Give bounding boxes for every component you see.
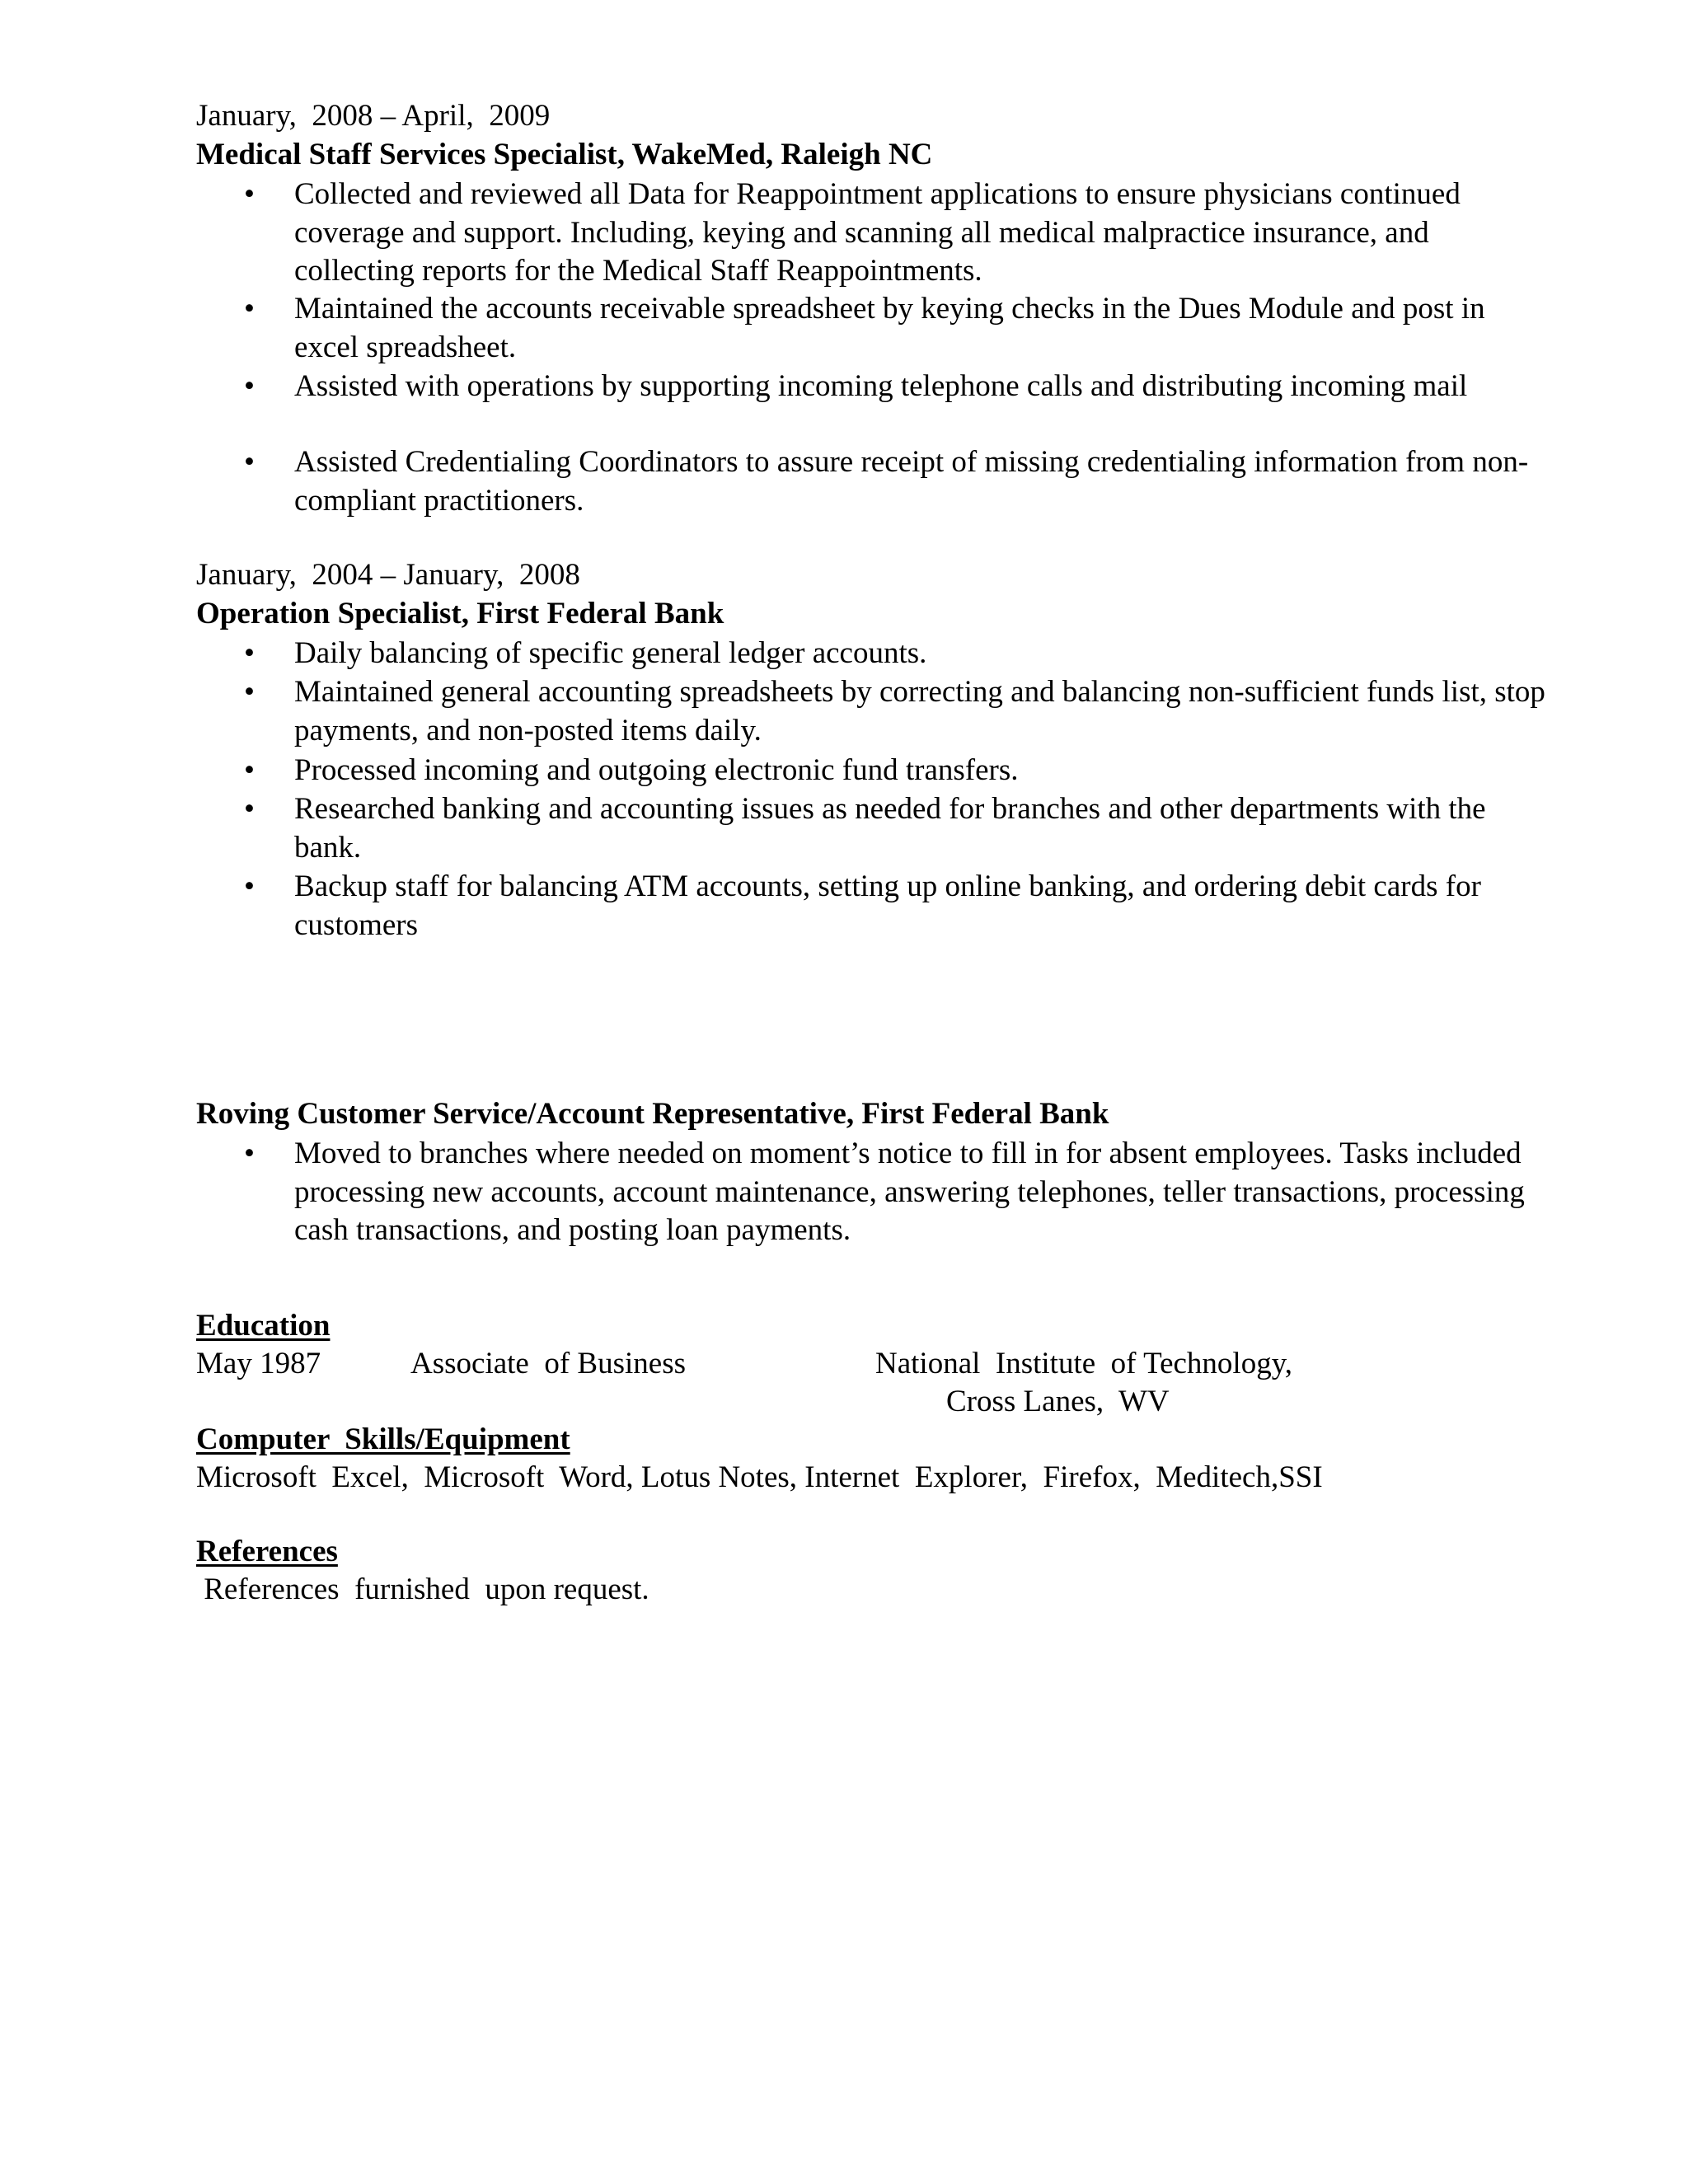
- references-heading: References: [196, 1535, 338, 1568]
- skills-heading: Computer Skills/Equipment: [196, 1422, 570, 1456]
- job-bullet: Moved to branches where needed on moment’s notice to fill in for absent employees. Tasks included processing new accounts, account maintenance, answering telephones, teller transactions, processing cash transactions, and posting loan payments.: [294, 1137, 1525, 1247]
- job-bullet: Assisted Credentialing Coordinators to assure receipt of missing credentialing information from non-compliant practitioners.: [294, 445, 1529, 518]
- bullet-icon: •: [244, 1137, 255, 1170]
- bullet-icon: •: [244, 636, 255, 670]
- job-title: Roving Customer Service/Account Representative, First Federal Bank: [196, 1097, 1109, 1131]
- bullet-icon: •: [244, 292, 255, 326]
- education-heading: Education: [196, 1309, 331, 1343]
- education-degree: Associate of Business: [410, 1347, 686, 1380]
- education-date: May 1987: [196, 1347, 321, 1380]
- job-bullet: Researched banking and accounting issues as needed for branches and other departments with the bank.: [294, 792, 1486, 865]
- bullet-icon: •: [244, 869, 255, 903]
- bullet-icon: •: [244, 177, 255, 211]
- references-text: References furnished upon request.: [196, 1572, 649, 1606]
- bullet-icon: •: [244, 792, 255, 826]
- education-location: Cross Lanes, WV: [946, 1385, 1170, 1418]
- job-title: Medical Staff Services Specialist, WakeMed, Raleigh NC: [196, 138, 933, 171]
- bullet-icon: •: [244, 675, 255, 709]
- job-title: Operation Specialist, First Federal Bank: [196, 597, 724, 630]
- bullet-icon: •: [244, 753, 255, 787]
- job-bullet: Collected and reviewed all Data for Reappointment applications to ensure physicians continued coverage and support. Including, keying and scanning all medical malpractice insurance, and collecting reports for the Medical Staff Reappointments.: [294, 177, 1461, 288]
- skills-text: Microsoft Excel, Microsoft Word, Lotus Notes, Internet Explorer, Firefox, Meditech,SSI: [196, 1460, 1323, 1494]
- bullet-icon: •: [244, 445, 255, 479]
- job-bullet: Maintained general accounting spreadsheets by correcting and balancing non-sufficient funds list, stop payments, and non-posted items daily.: [294, 675, 1545, 748]
- job-bullet: Processed incoming and outgoing electronic fund transfers.: [294, 753, 1019, 787]
- job-dates: January, 2004 – January, 2008: [196, 558, 580, 592]
- job-bullet: Backup staff for balancing ATM accounts, setting up online banking, and ordering debit cards for customers: [294, 869, 1481, 942]
- job-bullet: Assisted with operations by supporting incoming telephone calls and distributing incoming mail: [294, 369, 1468, 403]
- bullet-icon: •: [244, 369, 255, 403]
- job-bullet: Maintained the accounts receivable spreadsheet by keying checks in the Dues Module and post in excel spreadsheet.: [294, 292, 1485, 364]
- job-bullet: Daily balancing of specific general ledger accounts.: [294, 636, 927, 670]
- education-school: National Institute of Technology,: [875, 1347, 1293, 1380]
- job-dates: January, 2008 – April, 2009: [196, 99, 551, 133]
